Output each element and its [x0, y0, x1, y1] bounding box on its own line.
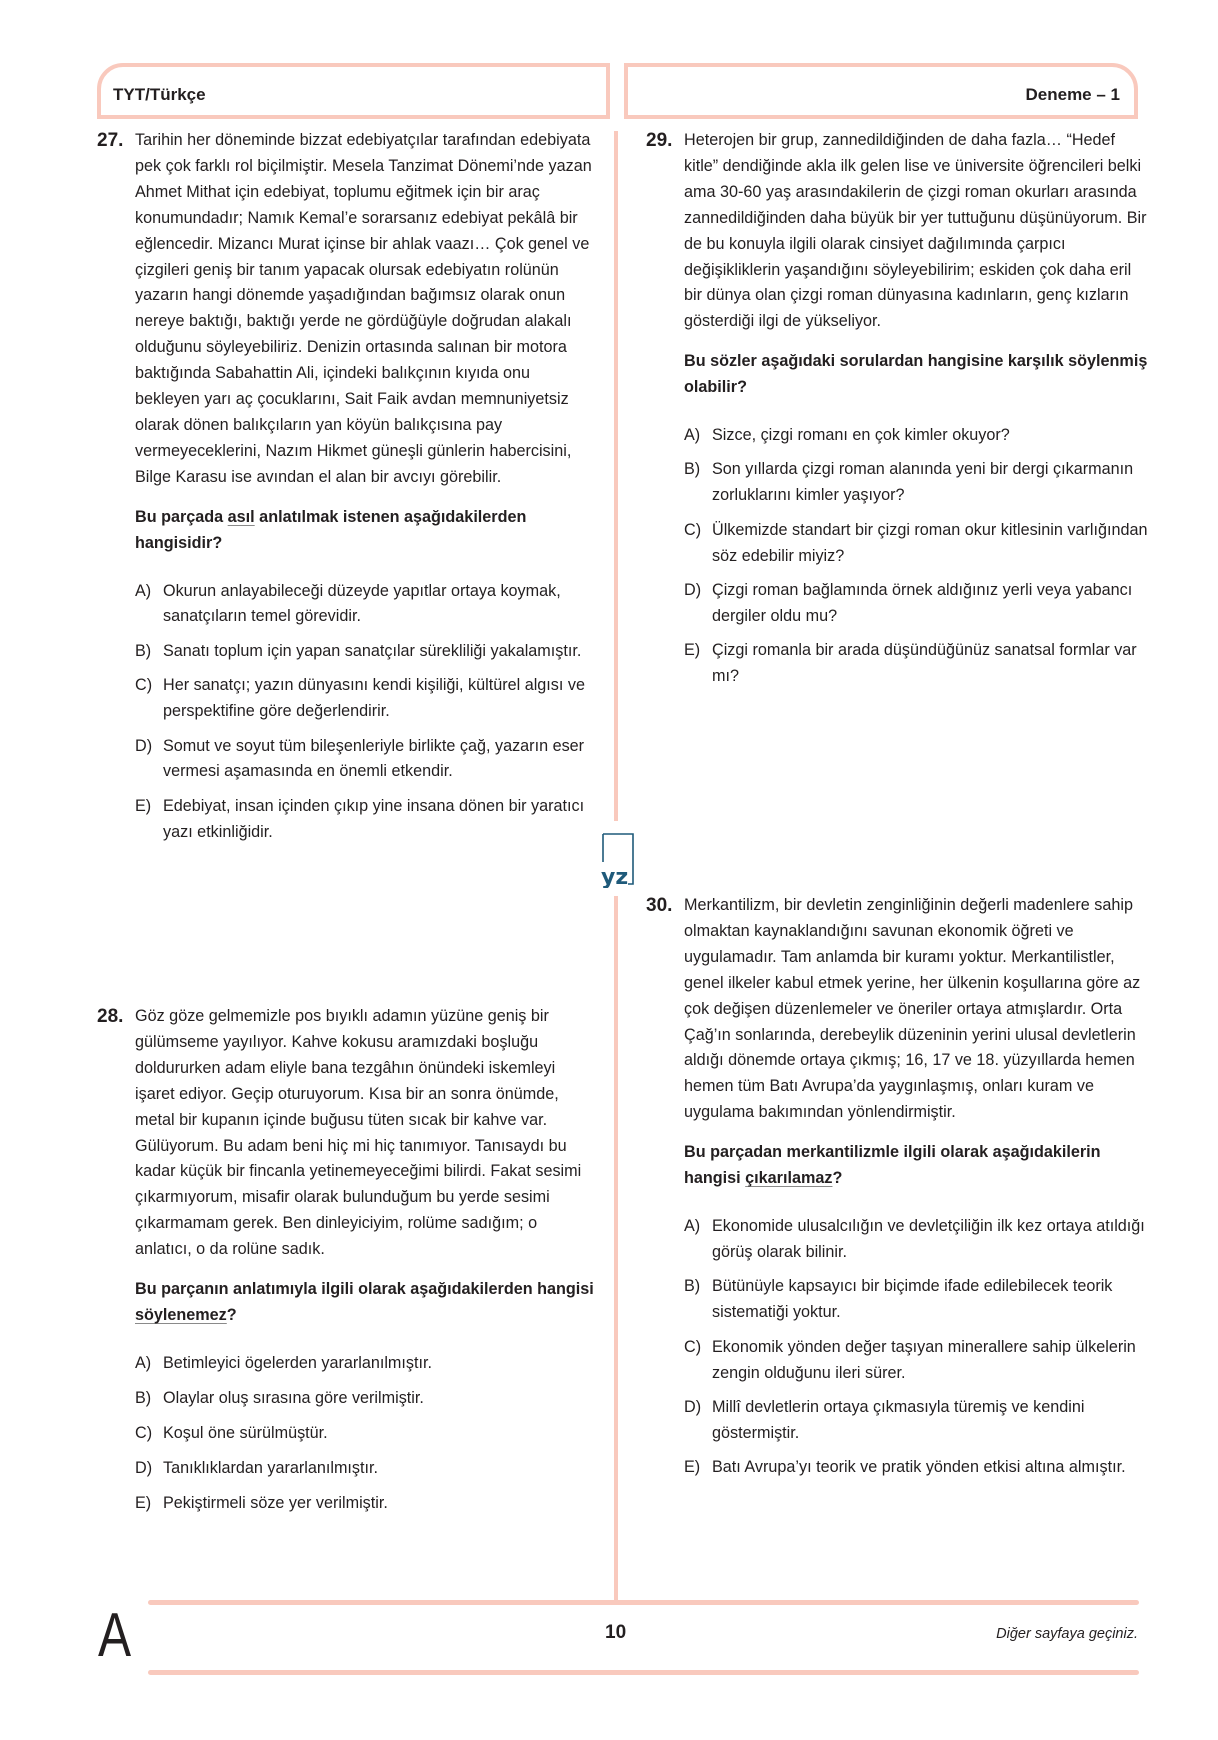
option-d[interactable]: D) Millî devletlerin ortaya çıkmasıyla türemiş ve kendini göstermiştir.	[684, 1397, 1085, 1442]
emphasis-underline: çıkarılamaz	[745, 1169, 833, 1188]
question-number: 29.	[646, 130, 673, 151]
option-e[interactable]: E) Pekiştirmeli söze yer verilmiştir.	[135, 1493, 388, 1512]
option-c[interactable]: C) Ekonomik yönden değer taşıyan minerallere sahip ülkelerin zengin olduğunu ileri sürer.	[684, 1337, 1136, 1382]
header-exam-box	[624, 63, 1138, 119]
question-stem: Merkantilizm, bir devletin zenginliğinin değerli madenlere sahip olmaktan kaynaklandığını savunan ekonomik öğreti ve uygulamadır. Tam anlamda bir kuramı yoktur. Merkantilistler, genel ilkeler kabul etmek yerine, her ülkenin koşullarına göre az çok değişen düzenlemeler ve öneriler ortaya atmışlardır. Orta Çağ’ın sonlarında, derebeylik düzeninin yerini ulusal devletlerin aldığı dönemde ortaya çıkmış; 16, 17 ve 18. yüzyıllarda hemen hemen tüm Batı Avrupa’da yaygınlaşmış, onları kuram ve uygulama bakımından yönlendirmiştir.	[684, 896, 1141, 1122]
next-page-note: Diğer sayfaya geçiniz.	[996, 1626, 1138, 1642]
header-subject-box	[97, 63, 610, 119]
option-d[interactable]: D) Somut ve soyut tüm bileşenleriyle birlikte çağ, yazarın eser vermesi aşamasında en önemli etkendir.	[135, 736, 585, 781]
option-e[interactable]: E) Batı Avrupa’yı teorik ve pratik yönden etkisi altına almıştır.	[684, 1458, 1126, 1477]
option-b[interactable]: B) Son yıllarda çizgi roman alanında yeni bir dergi çıkarmanın zorluklarını kimler yaşıyor?	[684, 460, 1134, 505]
question-stem: Göz göze gelmemizle pos bıyıklı adamın yüzüne geniş bir gülümseme yayılıyor. Kahve kokusu aramızdaki boşluğu doldururken adam eliyle bana tezgâhın önündeki iskemleyi işaret ediyor. Geçip oturuyorum. Kısa bir an sonra önümde, metal bir kupanın içinde buğusu tüten sıcak bir kahve var. Gülüyorum. Bu adam beni hiç mi hiç tanımıyor. Tanısaydı bu kadar küçük bir fincanla yetinemeyeceğimi bilirdi. Fakat sesimi çıkarmıyorum, misafir olarak bulunduğum bu yerde sesimi çıkarmamam gerek. Ben dinleyiciyim, rolüme sadığım; o anlatıcı, o da rolüne sadık.	[135, 1007, 582, 1259]
option-c[interactable]: C) Her sanatçı; yazın dünyasını kendi kişiliği, kültürel algısı ve perspektifine göre değerlendirir.	[135, 676, 585, 721]
option-a[interactable]: A) Ekonomide ulusalcılığın ve devletçiliğin ilk kez ortaya atıldığı görüş olarak bilinir.	[684, 1216, 1145, 1261]
option-b[interactable]: B) Olaylar oluş sırasına göre verilmiştir.	[135, 1388, 424, 1407]
option-a[interactable]: A) Sizce, çizgi romanı en çok kimler okuyor?	[684, 426, 1010, 445]
question-number: 30.	[646, 895, 673, 916]
option-b[interactable]: B) Bütünüyle kapsayıcı bir biçimde ifade edilebilecek teorik sistematiği yoktur.	[684, 1277, 1113, 1322]
question-number: 27.	[97, 130, 124, 151]
header-exam-title: Deneme – 1	[1025, 85, 1120, 104]
question-27	[97, 128, 597, 854]
footer-top-rule	[148, 1600, 1139, 1605]
question-prompt: Bu parçanın anlatımıyla ilgili olarak aşağıdakilerden hangisi söylenemez?	[135, 1280, 594, 1324]
option-e[interactable]: E) Edebiyat, insan içinden çıkıp yine insana dönen bir yaratıcı yazı etkinliğidir.	[135, 796, 585, 841]
question-28	[97, 1004, 597, 1525]
emphasis-underline: söylenemez	[135, 1305, 227, 1324]
footer-bottom-rule	[148, 1670, 1139, 1675]
question-stem: Tarihin her döneminde bizzat edebiyatçılar tarafından edebiyata pek çok farklı rol biçilmiştir. Mesela Tanzimat Dönemi’nde yazan Ahmet Mithat için edebiyat, toplumu eğitmek için bir araç konumundadır; Namık Kemal’e sorarsanız edebiyat pekâlâ bir eğlencedir. Mizancı Murat içinse bir ahlak vaazı… Çok genel ve çizgileri geniş bir tanım yapacak olursak edebiyatın rolünün yazarın hangi dönemde yaşadığından bağımsız olarak onun nereye baktığı, baktığı yerde ne gördüğüyle doğrudan alakalı olduğunu söyleyebiliriz. Denizin ortasında salınan bir motora baktığında Sabahattin Ali, içindeki balıkçının kıyıda onu bekleyen yarı aç çocuklarını, Sait Faik avdan memnuniyetsiz olarak dönen balıkçıların yan köyün balıkçısına pay vermeyeceklerini, Nazım Hikmet güneşli günlerin habercisini, Bilge Karasu ise avından el alan bir avcıyı görebilir.	[135, 131, 592, 486]
column-divider-top	[614, 131, 618, 821]
question-prompt: Bu sözler aşağıdaki sorulardan hangisine karşılık söylenmiş olabilir?	[684, 352, 1148, 397]
question-prompt: Bu parçadan merkantilizmle ilgili olarak aşağıdakilerin hangisi çıkarılamaz?	[684, 1143, 1101, 1188]
option-a[interactable]: A) Betimleyici ögelerden yararlanılmıştır.	[135, 1353, 432, 1372]
option-a[interactable]: A) Okurun anlayabileceği düzeyde yapıtlar ortaya koymak, sanatçıların temel görevidir.	[135, 581, 561, 626]
question-stem: Heterojen bir grup, zannedildiğinden de daha fazla… “Hedef kitle” dendiğinde akla ilk gelen lise ve üniversite öğrencileri belki ama 30-60 yaş arasındakilerin de çizgi roman okurları arasında zannedildiğinden daha büyük bir yer tuttuğunu düşünüyorum. Bir de bu konuyla ilgili olarak cinsiyet dağılımında çarpıcı değişikliklerin yaşandığını söyleyebilirim; eskiden çok daha eril bir dünya olan çizgi roman dünyasına kadınların, genç kızların gösterdiği ilgi de yükseliyor.	[684, 131, 1147, 331]
question-number: 28.	[97, 1006, 124, 1027]
header-subject: TYT/Türkçe	[113, 85, 206, 104]
question-prompt: Bu parçada asıl anlatılmak istenen aşağıdakilerden hangisidir?	[135, 507, 527, 552]
svg-text:yz: yz	[601, 865, 629, 888]
publisher-logo-icon	[601, 832, 635, 888]
column-divider-bottom	[614, 896, 618, 1600]
question-30	[646, 893, 1151, 1490]
option-c[interactable]: C) Koşul öne sürülmüştür.	[135, 1423, 328, 1442]
option-d[interactable]: D) Tanıklıklardan yararlanılmıştır.	[135, 1458, 379, 1477]
emphasis-underline: asıl	[227, 507, 255, 526]
option-d[interactable]: D) Çizgi roman bağlamında örnek aldığınız yerli veya yabancı dergiler oldu mu?	[684, 581, 1133, 625]
option-b[interactable]: B) Sanatı toplum için yapan sanatçılar sürekliliği yakalamıştır.	[135, 641, 582, 660]
option-c[interactable]: C) Ülkemizde standart bir çizgi roman okur kitlesinin varlığından söz edebilir miyiz?	[684, 520, 1148, 565]
page-number: 10	[605, 1622, 627, 1643]
booklet-letter: A	[98, 1601, 132, 1670]
question-29	[646, 128, 1151, 699]
option-e[interactable]: E) Çizgi romanla bir arada düşündüğünüz sanatsal formlar var mı?	[684, 641, 1137, 686]
